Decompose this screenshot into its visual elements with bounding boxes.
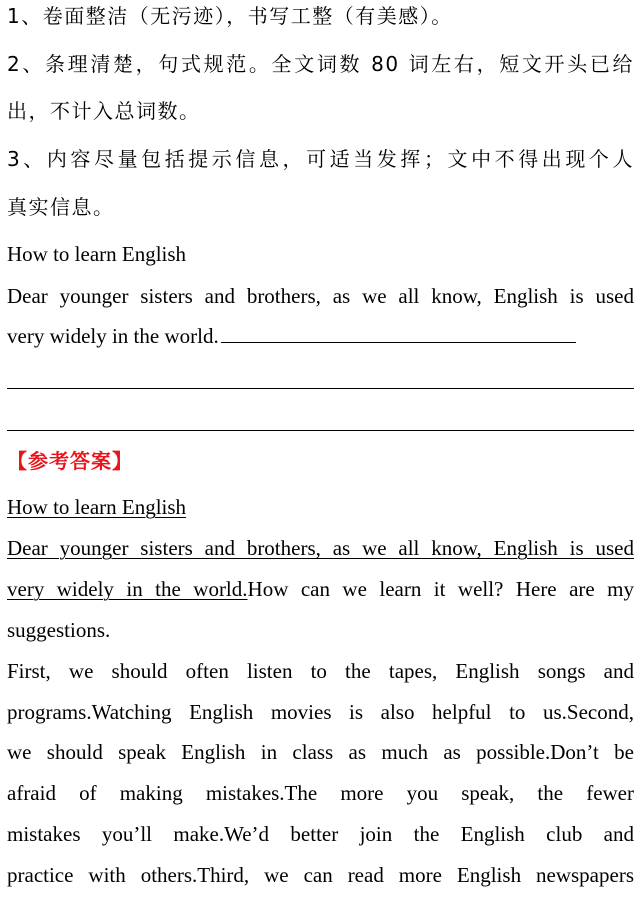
question-opening-line-1: Dear younger sisters and brothers, as we all know, English is used <box>7 284 634 308</box>
answer-line-8: mistakes you’ll make.We’d better join the English club and <box>7 822 634 846</box>
question-opening-line-2 <box>7 322 634 350</box>
answer-blank-line-1 <box>7 388 634 389</box>
answer-blank-inline <box>221 342 576 343</box>
answer-line-5: programs.Watching English movies is also helpful to us.Second, <box>7 700 634 724</box>
answer-line-3: suggestions. <box>7 618 111 642</box>
answer-line-2 <box>7 575 634 603</box>
answer-line-7: afraid of making mistakes.The more you speak, the fewer <box>7 781 634 805</box>
requirement-3: 3、内容尽量包括提示信息，可适当发挥；文中不得出现个人 <box>7 147 634 171</box>
answer-heading: 【参考答案】 <box>7 449 133 473</box>
answer-line-4: First, we should often listen to the tapes, English songs and <box>7 659 634 683</box>
answer-line-6: we should speak English in class as much as possible.Don’t be <box>7 740 634 764</box>
requirement-3-continued: 真实信息。 <box>7 195 115 219</box>
requirement-2-continued: 出，不计入总词数。 <box>7 99 201 123</box>
requirement-1: 1、卷面整洁（无污迹），书写工整（有美感）。 <box>7 4 453 28</box>
answer-line-2-rest: How can we learn it well? Here are my <box>247 577 635 601</box>
answer-title <box>7 493 634 521</box>
answer-line-9: practice with others.Third, we can read more English newspapers <box>7 863 634 887</box>
answer-blank-line-2 <box>7 430 634 431</box>
answer-line-1 <box>7 534 634 562</box>
answer-line-1-text: Dear younger sisters and brothers, as we all know, English is used <box>7 536 634 560</box>
answer-title-text: How to learn English <box>7 495 187 519</box>
question-title: How to learn English <box>7 242 187 266</box>
answer-line-2-underlined: very widely in the world. <box>7 577 248 601</box>
requirement-2: 2、条理清楚，句式规范。全文词数 80 词左右，短文开头已给 <box>7 52 634 76</box>
question-opening-text: very widely in the world. <box>7 324 219 348</box>
